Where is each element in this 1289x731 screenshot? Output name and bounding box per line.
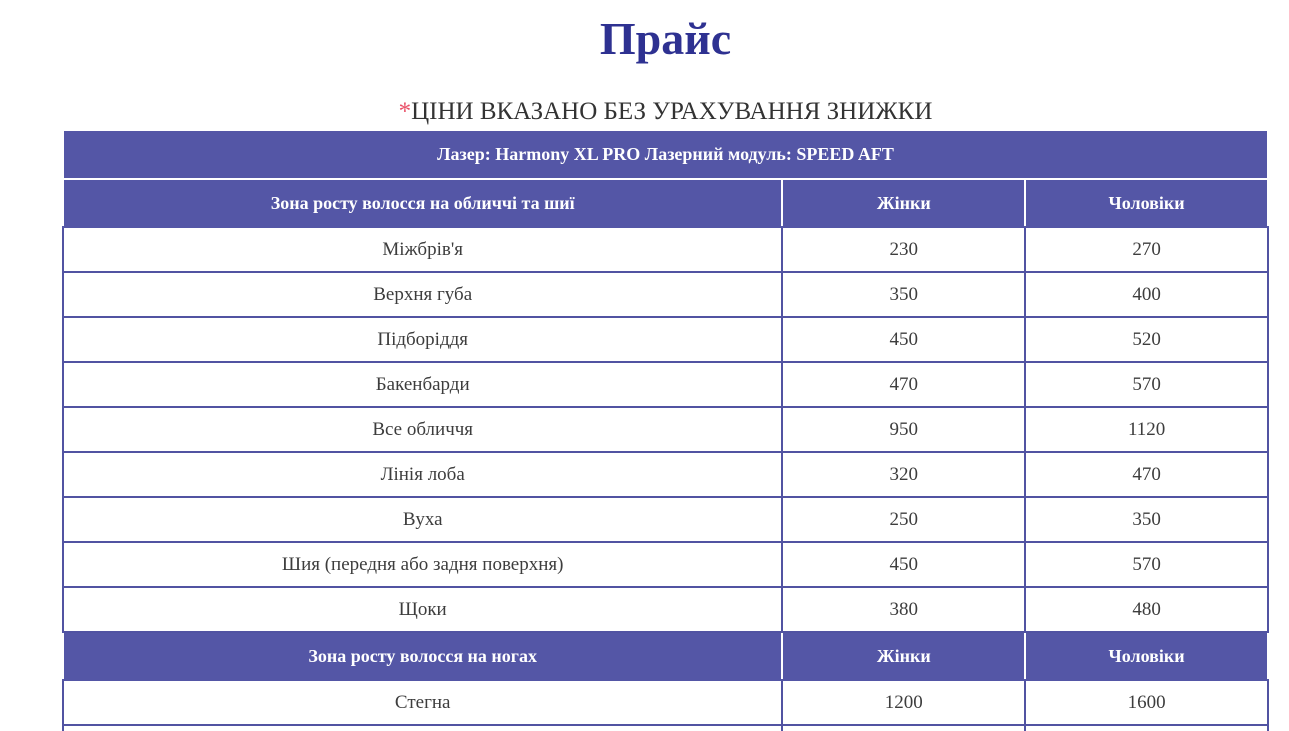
table-row (63, 407, 1268, 452)
price-women-cell: 470 (782, 362, 1025, 407)
table-row (63, 362, 1268, 407)
column-header-men: Чоловіки (1025, 632, 1268, 680)
price-table (62, 129, 1269, 731)
zone-cell: Лінія лоба (63, 452, 782, 497)
zone-cell: Стегна (63, 680, 782, 725)
price-women-cell: 230 (782, 227, 1025, 272)
table-row (63, 317, 1268, 362)
table-row (63, 452, 1268, 497)
table-row (63, 497, 1268, 542)
price-men-cell: 570 (1025, 362, 1268, 407)
price-men-cell: 400 (1025, 272, 1268, 317)
price-men-cell: 470 (1025, 452, 1268, 497)
price-men-cell: 520 (1025, 317, 1268, 362)
price-women-cell: 250 (782, 497, 1025, 542)
price-men-cell: 350 (1025, 497, 1268, 542)
note-text: ЦІНИ ВКАЗАНО БЕЗ УРАХУВАННЯ ЗНИЖКИ (411, 98, 933, 125)
table-row (63, 179, 1268, 227)
zone-cell: Бакенбарди (63, 362, 782, 407)
price-women-cell: 450 (782, 542, 1025, 587)
zone-cell: Все обличчя (63, 407, 782, 452)
price-men-cell (1025, 725, 1268, 731)
price-men-cell: 570 (1025, 542, 1268, 587)
table-row (63, 587, 1268, 632)
table-row (63, 542, 1268, 587)
column-header-women: Жінки (782, 179, 1025, 227)
table-row (63, 725, 1268, 731)
table-row (63, 632, 1268, 680)
zone-cell (63, 725, 782, 731)
note-asterisk: * (398, 98, 412, 125)
price-women-cell (782, 725, 1025, 731)
price-women-cell: 1200 (782, 680, 1025, 725)
zone-cell: Міжбрів'я (63, 227, 782, 272)
column-header-men: Чоловіки (1025, 179, 1268, 227)
page-title: Прайс (599, 13, 732, 64)
section-zone-header: Зона росту волосся на ногах (63, 632, 782, 680)
price-women-cell: 450 (782, 317, 1025, 362)
price-page (62, 0, 1269, 731)
price-women-cell: 380 (782, 587, 1025, 632)
price-note (62, 98, 1269, 126)
price-men-cell: 1600 (1025, 680, 1268, 725)
price-men-cell: 480 (1025, 587, 1268, 632)
zone-cell: Вуха (63, 497, 782, 542)
column-header-women: Жінки (782, 632, 1025, 680)
price-men-cell: 1120 (1025, 407, 1268, 452)
laser-module-header: Лазер: Harmony XL PRO Лазерний модуль: SPEED AFT (63, 130, 1268, 179)
table-row (63, 272, 1268, 317)
table-row (63, 680, 1268, 725)
table-row (63, 227, 1268, 272)
zone-cell: Верхня губа (63, 272, 782, 317)
zone-cell: Щоки (63, 587, 782, 632)
zone-cell: Шия (передня або задня поверхня) (63, 542, 782, 587)
section-zone-header: Зона росту волосся на обличчі та шиї (63, 179, 782, 227)
price-women-cell: 350 (782, 272, 1025, 317)
zone-cell: Підборіддя (63, 317, 782, 362)
price-women-cell: 320 (782, 452, 1025, 497)
price-men-cell: 270 (1025, 227, 1268, 272)
price-women-cell: 950 (782, 407, 1025, 452)
table-row (63, 130, 1268, 179)
